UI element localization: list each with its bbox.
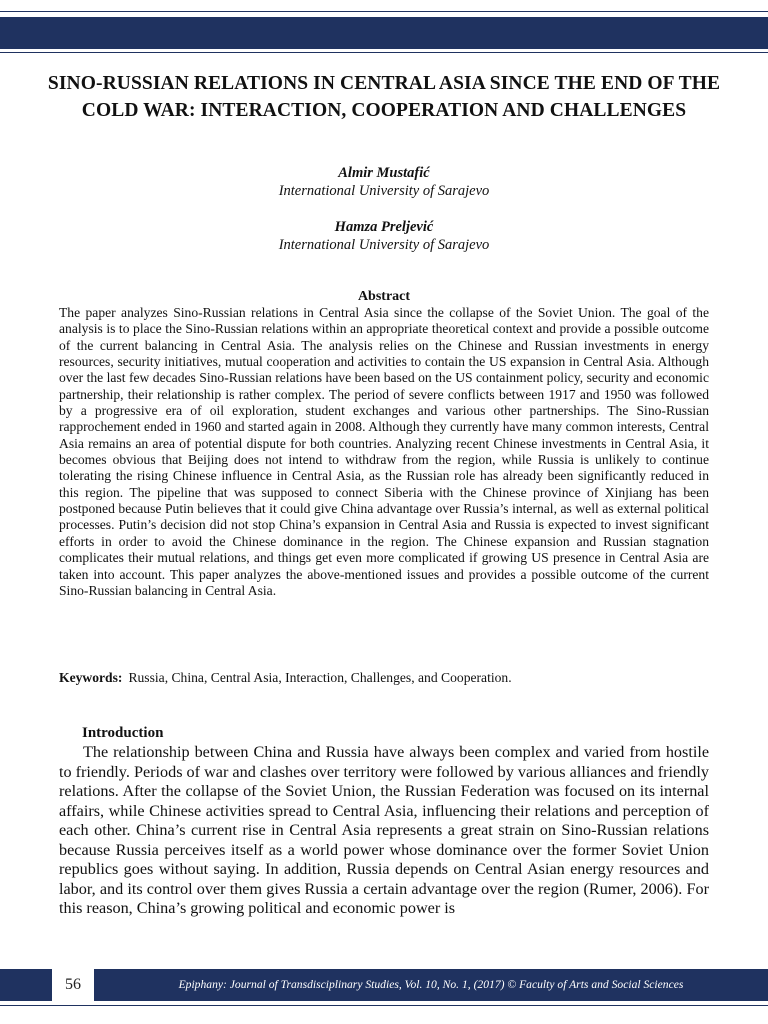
- author-block-2: [0, 218, 768, 254]
- keywords-text: Russia, China, Central Asia, Interaction, Challenges, and Cooperation.: [128, 670, 512, 685]
- footer-left-block: [0, 969, 52, 1001]
- page-number: 56: [65, 976, 81, 993]
- author-name: Almir Mustafić: [338, 165, 430, 181]
- author-affiliation: International University of Sarajevo: [278, 237, 490, 253]
- author-name: Hamza Preljević: [334, 219, 434, 235]
- header-band: [0, 17, 768, 49]
- abstract-heading: Abstract: [357, 289, 411, 304]
- keywords-line: [59, 669, 709, 687]
- introduction-text: The relationship between China and Russia have always been complex and varied from hostile to friendly. Periods of war and clashes over territory were followed by various alliances and friendly relations. After the collapse of the Soviet Union, the Russian Federation was focused on its internal affairs, while Chinese activities spread to Central Asia, influencing their relations and perception of each other. China’s current rise in Central Asia represents a great strain on Sino-Russian relations because Russia perceives itself as a world power whose dominance over the former Soviet Union republics goes without saying. In addition, Russia depends on Central Asian energy resources and labor, and its control over them gives Russia a certain advantage over the region (Rumer, 2006). For this reason, China’s growing political and economic power is: [59, 743, 709, 917]
- abstract-text: The paper analyzes Sino-Russian relations in Central Asia since the collapse of the Soviet Union. The goal of the analysis is to place the Sino-Russian relations within an appropriate theoretical context and provide a possible outcome of the current balancing in Central Asia. The analysis relies on the Chinese and Russian investments in energy resources, security initiatives, mutual cooperation and activities to contain the US expansion in Central Asia. Although over the last few decades Sino-Russian relations have been based on the US containment policy, security and economic partnership, their relationship is rather complex. The period of severe conflicts between 1917 and 1950 was followed by a progressive era of oil exploration, student exchanges and various other partnerships. The Sino-Russian rapprochement ended in 1960 and started again in 2008. Although they currently have many common interests, Central Asia remains an area of potential dispute for both countries. Analyzing recent Chinese investments in Central Asia, it becomes obvious that Beijing does not intend to withdraw from the region, while Russia is unlikely to continue tolerating the rising Chinese influence in Central Asia, as the Russian role has already been significantly reduced in this region. The pipeline that was supposed to connect Siberia with the Chinese province of Xinjiang has been postponed because Putin believes that it could give China advantage over Russia’s internal, as well as external political processes. Putin’s decision did not stop China’s expansion in Central Asia and Russia is expected to invest significant efforts in order to avoid the Chinese dominance in the region. The Chinese expansion and Russian stagnation complicates their mutual relations, and things get even more complicated if growing US presence in Central Asia are taken into account. This paper analyzes the above-mentioned issues and provides a possible outcome of the current Sino-Russian balancing in Central Asia.: [59, 305, 709, 598]
- author-block-1: [0, 164, 768, 200]
- paper-title: SINO-RUSSIAN RELATIONS IN CENTRAL ASIA SINCE THE END OF THE COLD WAR: INTERACTION, COOPERATION AND CHALLENGES: [47, 73, 721, 121]
- footer-rule: [0, 1005, 768, 1006]
- keywords-label: Keywords:: [59, 670, 123, 685]
- header-rule-bottom: [0, 52, 768, 53]
- author-affiliation: International University of Sarajevo: [278, 183, 490, 199]
- footer-citation: Epiphany: Journal of Transdisciplinary Studies, Vol. 10, No. 1, (2017) © Faculty of Arts and Social Sciences: [94, 969, 768, 1001]
- header-rule-top: [0, 11, 768, 12]
- introduction-heading: Introduction: [82, 725, 164, 741]
